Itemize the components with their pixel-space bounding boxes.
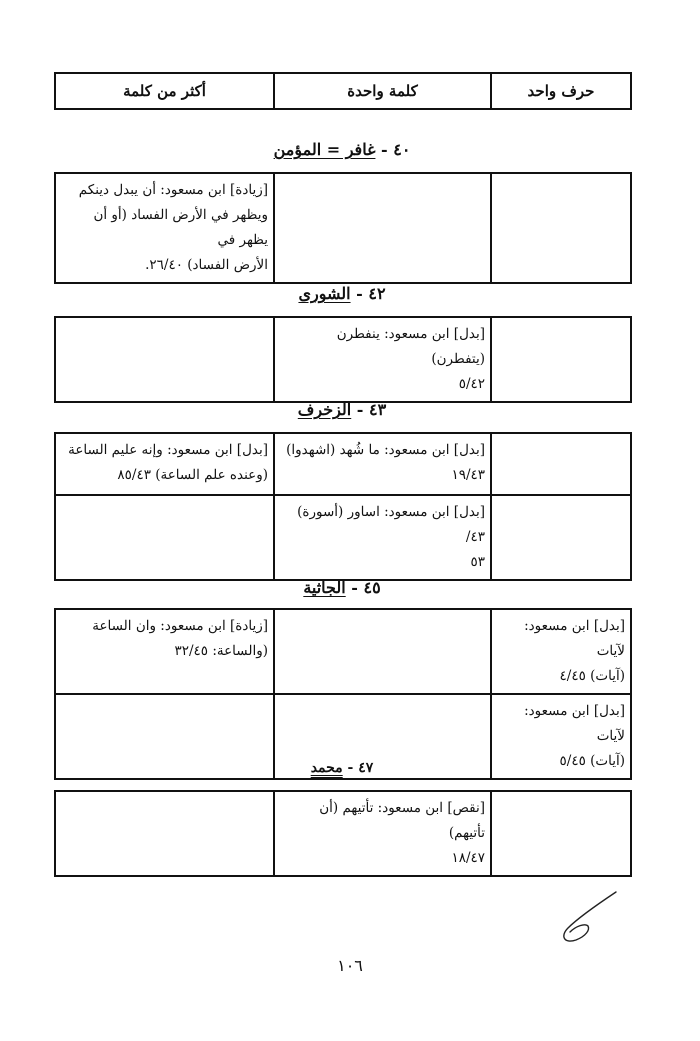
section-number: ٤٢ [368,284,386,303]
section-name: الجاثية [303,578,346,597]
cell-one-letter [491,433,631,495]
page-number: ١٠٦ [337,956,363,975]
cell-one-word: [بدل] ابن مسعود: ينفطرن (يتفطرن) ٥/٤٢ [274,317,491,402]
section-number: ٤٣ [369,400,387,419]
table-row [55,791,631,876]
section-table-ghafir [54,172,632,284]
header-col-one-word: كلمة واحدة [274,73,491,109]
section-name: الشورى [298,284,351,303]
header-table [54,72,632,110]
cell-multi-word [55,495,274,580]
section-title-zukhruf: ٤٣ - الزخرف [297,400,387,419]
table-row [55,173,631,283]
cell-multi-word: [زيادة] ابن مسعود: وان الساعة (والساعة: ٣٢/٤٥ [55,609,274,694]
cell-multi-word: [بدل] ابن مسعود: وإنه عليم الساعة (وعنده علم الساعة) ٨٥/٤٣ [55,433,274,495]
signature-mark [558,890,622,946]
cell-one-word: [بدل] ابن مسعود: ما شُهد (اشهدوا) ١٩/٤٣ [274,433,491,495]
section-number: ٤٥ [363,578,381,597]
table-row [55,317,631,402]
section-number: ٤٠ [393,140,411,159]
cell-multi-word [55,317,274,402]
section-table-jathiya [54,608,632,780]
section-name: الزخرف [297,400,352,419]
cell-one-letter: [بدل] ابن مسعود: لآيات (آيات) ٤/٤٥ [491,609,631,694]
header-col-multi-word: أكثر من كلمة [55,73,274,109]
section-title-muhammad: ٤٧ - محمد [310,760,374,776]
section-table-muhammad [54,790,632,877]
table-row [55,609,631,694]
header-col-one-letter: حرف واحد [491,73,631,109]
section-number: ٤٧ [358,760,374,776]
cell-multi-word: [زيادة] ابن مسعود: أن يبدل دينكم ويظهر في الأرض الفساد (أو أن يظهر في الأرض الفساد) ٢٦/٤٠. [55,173,274,283]
section-table-zukhruf [54,432,632,581]
section-title-ghafir: ٤٠ - غافر = المؤمن [273,140,411,159]
section-title-jathiya: ٤٥ - الجاثية [303,578,381,597]
cell-one-word: [نقص] ابن مسعود: تأتيهم (أن تأتيهم) ١٨/٤٧ [274,791,491,876]
cell-one-letter [491,495,631,580]
cell-one-word [274,609,491,694]
cell-one-letter [491,317,631,402]
table-row [55,495,631,580]
section-title-shura: ٤٢ - الشورى [298,284,386,303]
table-row [55,433,631,495]
section-table-shura [54,316,632,403]
cell-one-letter: [بدل] ابن مسعود: لآيات (آيات) ٥/٤٥ [491,694,631,779]
section-name: غافر = المؤمن [273,140,376,159]
cell-one-letter [491,173,631,283]
cell-one-word: [بدل] ابن مسعود: اساور (أسورة) ٤٣/ ٥٣ [274,495,491,580]
section-name: محمد [310,760,343,776]
cell-one-word [274,173,491,283]
cell-one-letter [491,791,631,876]
cell-multi-word [55,791,274,876]
